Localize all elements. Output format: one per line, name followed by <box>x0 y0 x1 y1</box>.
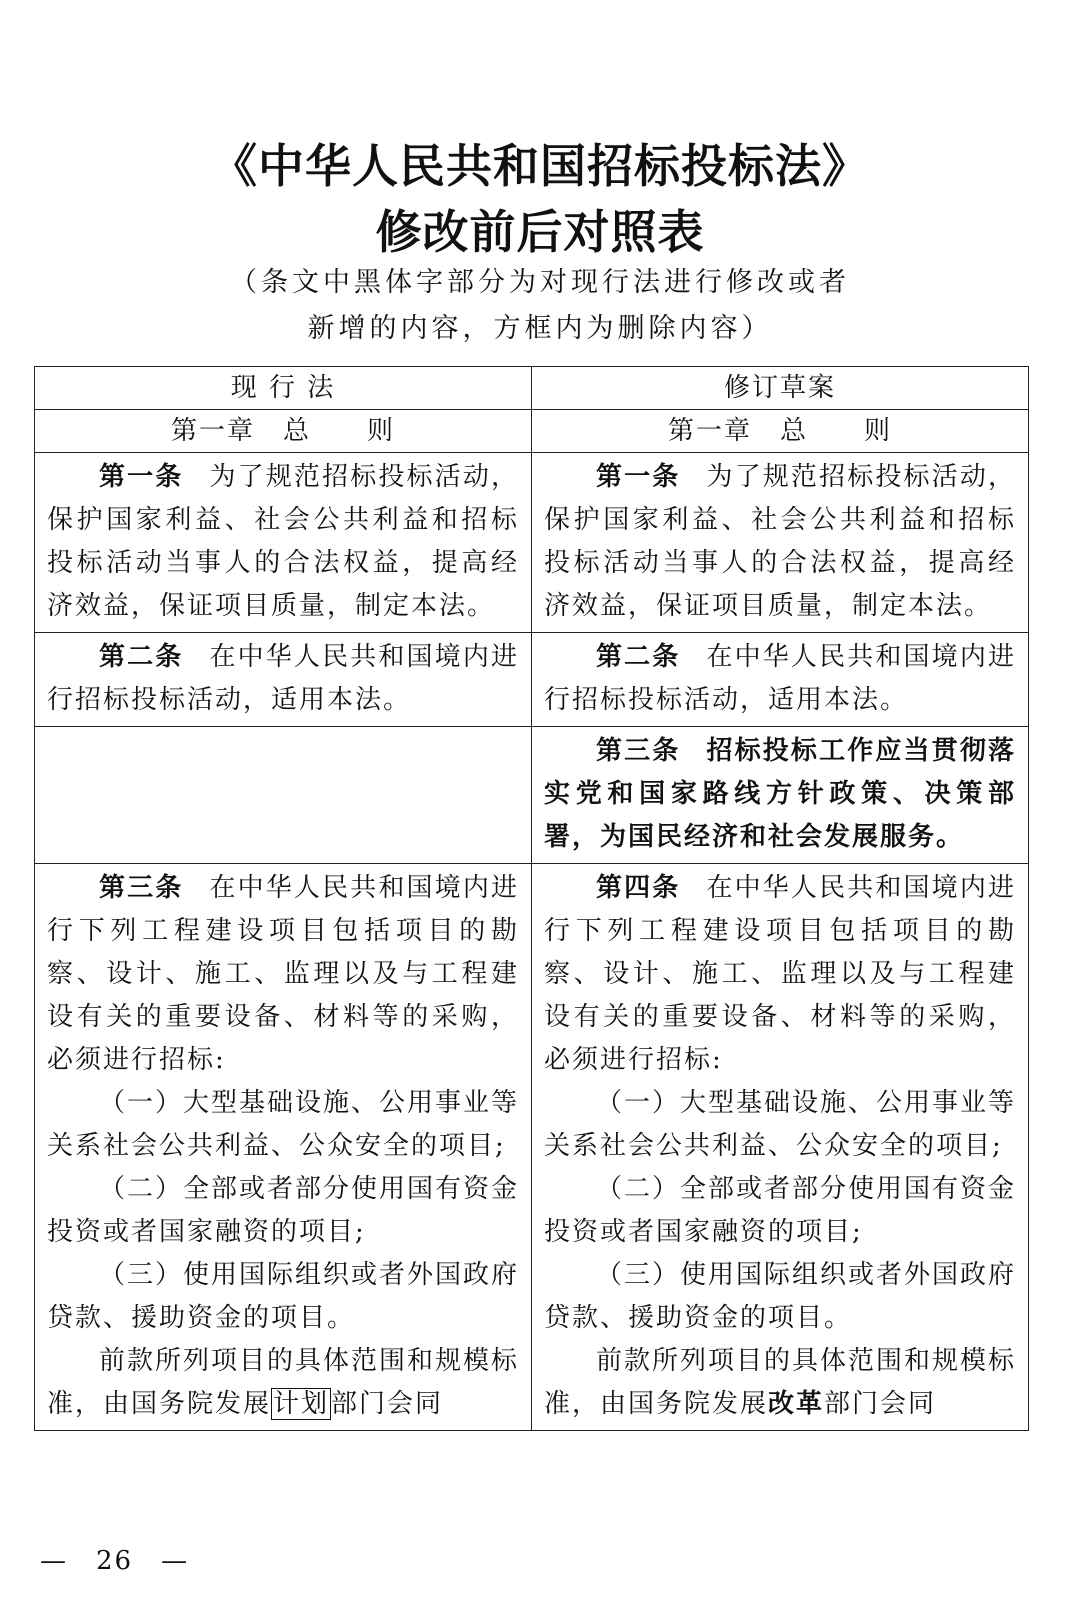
list-item: （二）全部或者部分使用国有资金投资或者国家融资的项目; <box>544 1174 1017 1247</box>
table-row <box>35 633 1029 727</box>
added-text: 改革 <box>768 1389 825 1419</box>
article-3-current <box>35 864 532 1431</box>
doc-note-line1: （条文中黑体字部分为对现行法进行修改或者 <box>230 267 850 298</box>
article-label: 第一条 <box>596 462 681 492</box>
list-item: （三）使用国际组织或者外国政府贷款、援助资金的项目。 <box>544 1260 1017 1333</box>
column-header-draft: 修订草案 <box>532 367 1029 410</box>
comparison-table <box>34 366 1029 1431</box>
doc-title-line1: 《中华人民共和国招标投标法》 <box>211 139 869 193</box>
table-header-row <box>35 367 1029 410</box>
empty-cell <box>35 727 532 864</box>
article-2-current <box>35 633 532 727</box>
table-row <box>35 864 1029 1431</box>
article-3-new-draft <box>532 727 1029 864</box>
list-item: （三）使用国际组织或者外国政府贷款、援助资金的项目。 <box>47 1260 520 1333</box>
list-item: （二）全部或者部分使用国有资金投资或者国家融资的项目; <box>47 1174 520 1247</box>
article-label: 第一条 <box>99 462 184 492</box>
chapter-heading-right: 第一章 总 则 <box>532 410 1029 453</box>
article-1-draft <box>532 453 1029 633</box>
paragraph-text-end: 部门会同 <box>824 1389 937 1419</box>
article-label: 第二条 <box>596 642 681 672</box>
deleted-text-box: 计划 <box>273 1389 330 1419</box>
article-2-draft <box>532 633 1029 727</box>
article-4-draft <box>532 864 1029 1431</box>
table-row <box>35 453 1029 633</box>
paragraph-text-end: 部门会同 <box>331 1389 444 1419</box>
article-label: 第三条 <box>99 873 184 903</box>
doc-note-line2: 新增的内容，方框内为删除内容） <box>307 313 773 344</box>
chapter-row <box>35 410 1029 453</box>
column-header-current-law: 现 行 法 <box>35 367 532 410</box>
article-label: 第四条 <box>596 873 681 903</box>
article-text: 为了规范招标投标活动，保护国家利益、社会公共利益和招标投标活动当事人的合法权益，提高经济效益，保证项目质量，制定本法。 <box>544 462 1016 621</box>
table-row <box>35 727 1029 864</box>
page-number: — 26 — <box>40 1546 190 1576</box>
article-text: 在中华人民共和国境内进行招标投标活动，适用本法。 <box>47 642 519 715</box>
article-label: 第三条 <box>596 736 681 766</box>
list-item: （一）大型基础设施、公用事业等关系社会公共利益、公众安全的项目; <box>544 1088 1017 1161</box>
article-text: 在中华人民共和国境内进行下列工程建设项目包括项目的勘察、设计、施工、监理以及与工程建设有关的重要设备、材料等的采购，必须进行招标: <box>47 873 519 1075</box>
article-label: 第二条 <box>99 642 184 672</box>
article-text: 为了规范招标投标活动，保护国家利益、社会公共利益和招标投标活动当事人的合法权益，提高经济效益，保证项目质量，制定本法。 <box>47 462 519 621</box>
article-1-current <box>35 453 532 633</box>
paragraph-text: 前款所列项目的具体范围和规模标准，由国务院发展 <box>544 1346 1017 1419</box>
list-item: （一）大型基础设施、公用事业等关系社会公共利益、公众安全的项目; <box>47 1088 520 1161</box>
paragraph-text: 前款所列项目的具体范围和规模标准，由国务院发展 <box>47 1346 520 1419</box>
article-text: 招标投标工作应当贯彻落实党和国家路线方针政策、决策部署，为国民经济和社会发展服务。 <box>544 736 1016 852</box>
article-text: 在中华人民共和国境内进行招标投标活动，适用本法。 <box>544 642 1016 715</box>
doc-title-line2: 修改前后对照表 <box>375 205 705 259</box>
chapter-heading-left: 第一章 总 则 <box>35 410 532 453</box>
article-text: 在中华人民共和国境内进行下列工程建设项目包括项目的勘察、设计、施工、监理以及与工程建设有关的重要设备、材料等的采购，必须进行招标: <box>544 873 1016 1075</box>
